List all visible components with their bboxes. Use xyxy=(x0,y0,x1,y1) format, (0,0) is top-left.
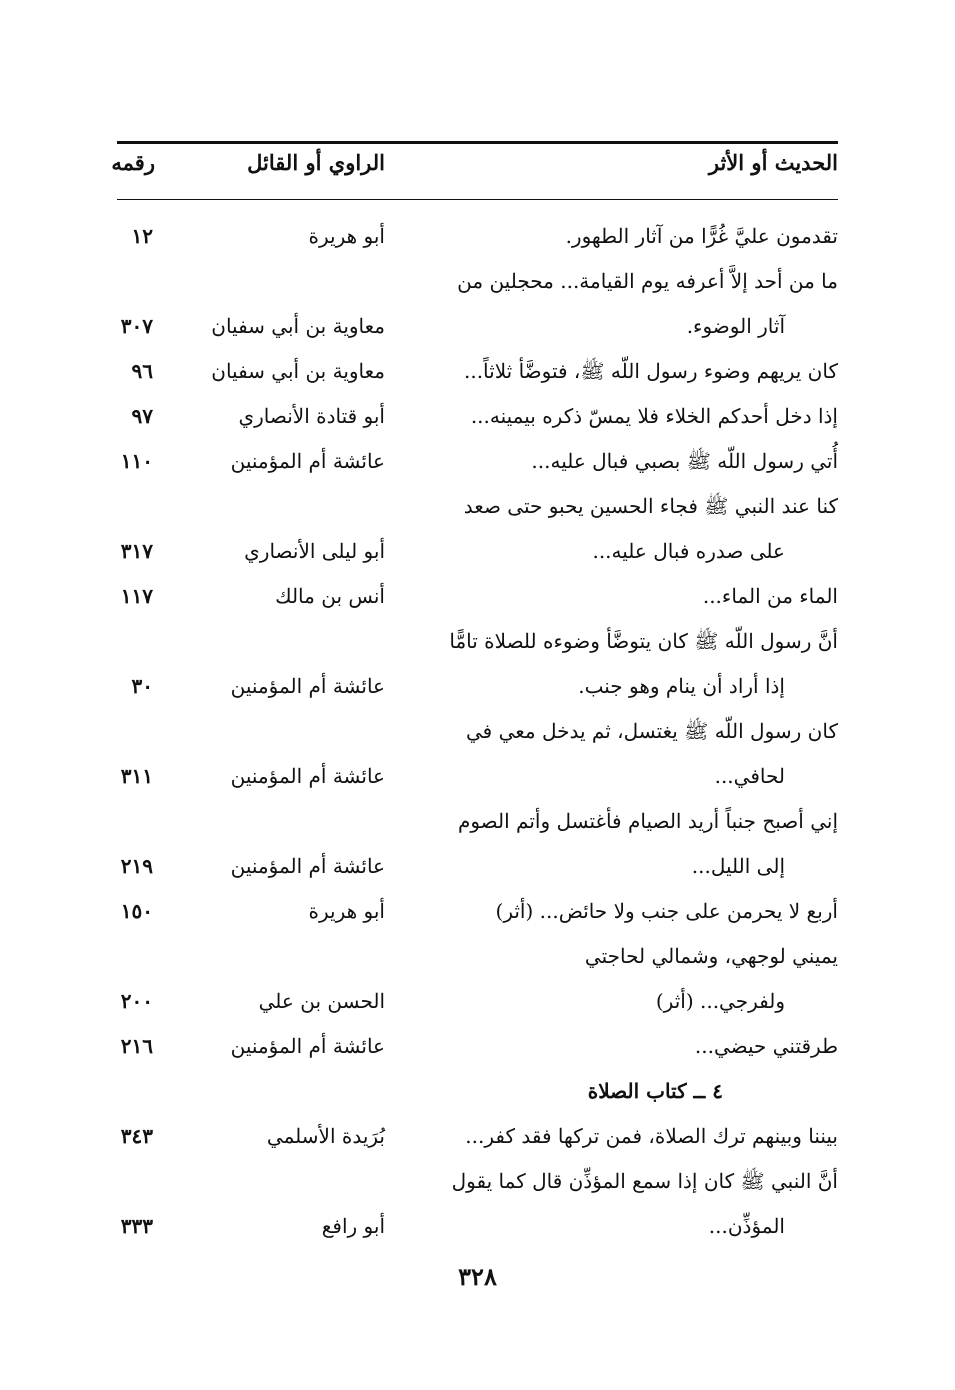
row-text: لحافي... xyxy=(714,764,785,788)
row-narrator: أنس بن مالك xyxy=(275,584,385,608)
header-number-column: رقمه xyxy=(111,150,155,175)
row-narrator: عائشة أم المؤمنين xyxy=(230,449,385,473)
row-narrator: عائشة أم المؤمنين xyxy=(230,1034,385,1058)
row-narrator: عائشة أم المؤمنين xyxy=(230,764,385,788)
row-number: ٣٣٣ xyxy=(120,1214,153,1238)
row-text: تقدمون عليَّ غُرًّا من آثار الطهور. xyxy=(565,224,838,248)
row-text: أنَّ النبي ﷺ كان إذا سمع المؤذِّن قال كما يقول xyxy=(451,1169,838,1193)
row-text: آثار الوضوء. xyxy=(686,314,785,338)
row-number: ٩٧ xyxy=(131,404,153,428)
row-number: ٢١٦ xyxy=(120,1034,153,1058)
row-text: إذا دخل أحدكم الخلاء فلا يمسّ ذكره بيمينه... xyxy=(470,404,838,428)
header-text-column: الحديث أو الأثر xyxy=(708,150,838,175)
row-number: ٣١١ xyxy=(120,764,153,788)
page-number: ٣٢٨ xyxy=(458,1262,497,1291)
row-text: على صدره فبال عليه... xyxy=(592,539,785,563)
row-text: أربع لا يحرمن على جنب ولا حائض... (أثر) xyxy=(495,899,838,923)
row-narrator: أبو قتادة الأنصاري xyxy=(238,404,385,428)
row-narrator: أبو رافع xyxy=(321,1214,385,1238)
row-narrator: الحسن بن علي xyxy=(258,989,385,1013)
row-number: ٣٠٧ xyxy=(120,314,153,338)
row-number: ١٢ xyxy=(131,224,153,248)
row-text: طرقتني حيضي... xyxy=(694,1034,838,1058)
section-heading: ٤ ــ كتاب الصلاة xyxy=(587,1079,723,1103)
row-narrator: أبو هريرة xyxy=(308,224,385,248)
row-text: ما من أحد إلاَّ أعرفه يوم القيامة... محجلين من xyxy=(457,269,838,293)
row-text: المؤذِّن... xyxy=(708,1214,785,1238)
row-narrator: معاوية بن أبي سفيان xyxy=(211,314,385,338)
header-rule xyxy=(117,199,838,200)
row-narrator: عائشة أم المؤمنين xyxy=(230,674,385,698)
row-number: ٣٠ xyxy=(131,674,153,698)
row-number: ١٥٠ xyxy=(120,899,153,923)
row-number: ٢١٩ xyxy=(120,854,153,878)
row-text: إلى الليل... xyxy=(691,854,785,878)
row-number: ٢٠٠ xyxy=(120,989,153,1013)
top-rule xyxy=(117,141,838,144)
row-text: ولفرجي... (أثر) xyxy=(655,989,785,1013)
row-text: إني أصبح جنباً أريد الصيام فأغتسل وأتم الصوم xyxy=(457,809,838,833)
row-text: أُتي رسول اللّه ﷺ بصبي فبال عليه... xyxy=(531,449,838,473)
row-text: كان يريهم وضوء رسول اللّه ﷺ، فتوضَّأ ثلاثاً... xyxy=(463,359,838,383)
row-number: ٣٤٣ xyxy=(120,1124,153,1148)
row-narrator: أبو ليلى الأنصاري xyxy=(244,539,385,563)
row-text: الماء من الماء... xyxy=(702,584,838,608)
row-number: ١١٧ xyxy=(120,584,153,608)
row-text: إذا أراد أن ينام وهو جنب. xyxy=(578,674,785,698)
row-number: ٩٦ xyxy=(131,359,153,383)
row-number: ١١٠ xyxy=(120,449,153,473)
row-number: ٣١٧ xyxy=(120,539,153,563)
row-text: بيننا وبينهم ترك الصلاة، فمن تركها فقد كفر... xyxy=(465,1124,838,1148)
row-text: كان رسول اللّه ﷺ يغتسل، ثم يدخل معي في xyxy=(465,719,838,743)
row-text: يميني لوجهي، وشمالي لحاجتي xyxy=(584,944,838,968)
row-text: أنَّ رسول اللّه ﷺ كان يتوضَّأ وضوءه للصلاة تامًّا xyxy=(449,629,838,653)
header-narrator-column: الراوي أو القائل xyxy=(247,150,385,175)
row-narrator: بُرَيدة الأسلمي xyxy=(266,1124,385,1148)
row-narrator: أبو هريرة xyxy=(308,899,385,923)
row-narrator: عائشة أم المؤمنين xyxy=(230,854,385,878)
row-text: كنا عند النبي ﷺ فجاء الحسين يحبو حتى صعد xyxy=(463,494,838,518)
row-narrator: معاوية بن أبي سفيان xyxy=(211,359,385,383)
